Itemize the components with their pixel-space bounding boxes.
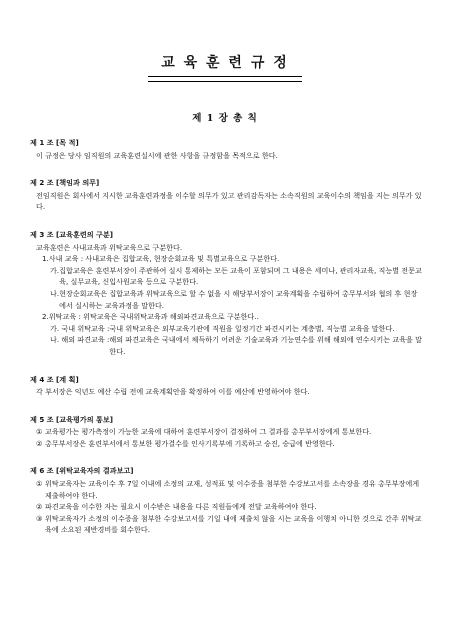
article-intro: 교육훈련은 사내교육과 위탁교육으로 구분한다. <box>36 242 183 252</box>
article-text: 전임직원은 회사에서 지시한 교육훈련과정을 이수할 의무가 있고 관리감독자는 소속직원의 교육이수의 책임을 지는 의무가 있다. <box>36 190 422 212</box>
list-item <box>30 478 422 501</box>
list-item <box>30 501 422 513</box>
list-item <box>30 265 422 288</box>
article-4 <box>30 374 422 398</box>
item-text: 위탁교육자는 교육이수 후 7일 이내에 소정의 교재, 성적표 및 이수증을 첨부한 수강보고서를 소속장을 경유 총무부장에게 제출하여야 한다. <box>45 479 420 500</box>
item-mark: 나. <box>50 288 60 298</box>
item-text: 현장순회교육은 집합교육과 위탁교육으로 할 수 없을 시 해당부서장이 교육계획을 수립하여 총무부서와 협의 후 현장에서 실시하는 교육과정을 말한다. <box>59 288 418 310</box>
item-mark: 나. 해외 파견교육 : <box>50 335 110 345</box>
item-mark: ① <box>36 427 43 437</box>
item-mark: ① <box>36 479 43 489</box>
item-mark: ② <box>36 438 43 448</box>
article-heading: 제 4 조 [계 획] <box>30 374 79 384</box>
article-heading: 제 3 조 [교육훈련의 구분] <box>30 229 113 239</box>
list-item <box>30 323 422 335</box>
item-text: 위탁교육 : 위탁교육은 국내위탁교육과 해외파견교육으로 구분한다.. <box>48 312 259 322</box>
item-mark: 2. <box>42 312 49 322</box>
item-text: 사내 교육 : 사내교육은 집합교육, 현장순회교육 및 특별교육으로 구분한다. <box>48 254 280 264</box>
list-item <box>30 334 422 357</box>
article-heading: 제 5 조 [교육평가의 통보] <box>30 414 113 424</box>
article-text: 이 규정은 당사 임직원의 교육훈련실시에 관한 사항을 규정함을 목적으로 한다. <box>36 150 278 160</box>
article-1 <box>30 137 422 161</box>
item-mark: 1. <box>42 254 49 264</box>
item-mark: 가. 국내 위탁교육 : <box>50 323 110 333</box>
item-text: 해외 파견교육은 국내에서 체득하기 어려운 기술교육과 기능연수를 위해 해외에 연수시키는 교육을 말한다. <box>109 335 422 356</box>
item-mark: ② <box>36 502 43 512</box>
chapter-title: 제 1 장 총 칙 <box>192 113 258 124</box>
list-item <box>30 288 422 311</box>
article-2 <box>30 177 422 213</box>
item-mark: 가. <box>50 265 60 275</box>
title-double-rule <box>148 76 302 82</box>
item-text: 위탁교육자가 소정의 이수증을 첨부한 수강보고서를 기일 내에 제출치 않을 시는 교육을 이행치 아니한 것으로 간주 위탁교육에 소요된 제반경비를 회수한다. <box>45 513 422 535</box>
list-item <box>30 513 422 536</box>
list-item <box>30 311 422 323</box>
article-5 <box>30 414 422 450</box>
article-heading: 제 1 조 [목 적] <box>30 138 79 147</box>
list-item <box>30 426 422 438</box>
article-heading: 제 6 조 [위탁교육자의 결과보고] <box>30 466 134 476</box>
item-text: 파견교육을 이수한 자는 필요시 이수받은 내용을 다른 직원들에게 전달 교육하여야 한다. <box>45 502 317 512</box>
item-text: 총무부서장은 훈련부서에서 통보한 평가결수를 인사기록부에 기록하고 승진, 승급에 반영한다. <box>45 438 335 448</box>
document-title: 교 육 훈 련 규 정 <box>161 55 289 71</box>
list-item <box>30 438 422 450</box>
item-mark: ③ <box>36 513 43 523</box>
item-text: 국내 위탁교육은 외부교육기관에 직원을 일정기간 파견시키는 계층별, 직능별 교육을 말한다. <box>109 323 395 333</box>
article-text: 각 부서장은 익년도 예산 수립 전에 교육계획안을 확정하여 이를 예산에 반영하여야 한다. <box>36 387 310 397</box>
document-body <box>30 137 422 552</box>
article-6 <box>30 465 422 536</box>
article-3 <box>30 229 422 358</box>
article-heading: 제 2 조 [책임과 의무] <box>30 178 100 188</box>
list-item <box>30 253 422 265</box>
item-text: 교육평가는 평가측정이 가능한 교육에 대하여 훈련부서장이 결정하여 그 결과를 총무부서장에게 통보한다. <box>45 427 372 437</box>
item-text: 집합교육은 훈련부서장이 주관하여 실시 통제하는 모든 교육이 포함되며 그 내용은 세미나, 관리자교육, 직능별 전문교육, 실무교육, 신입사원교육 등으로 구분한다. <box>59 265 422 287</box>
